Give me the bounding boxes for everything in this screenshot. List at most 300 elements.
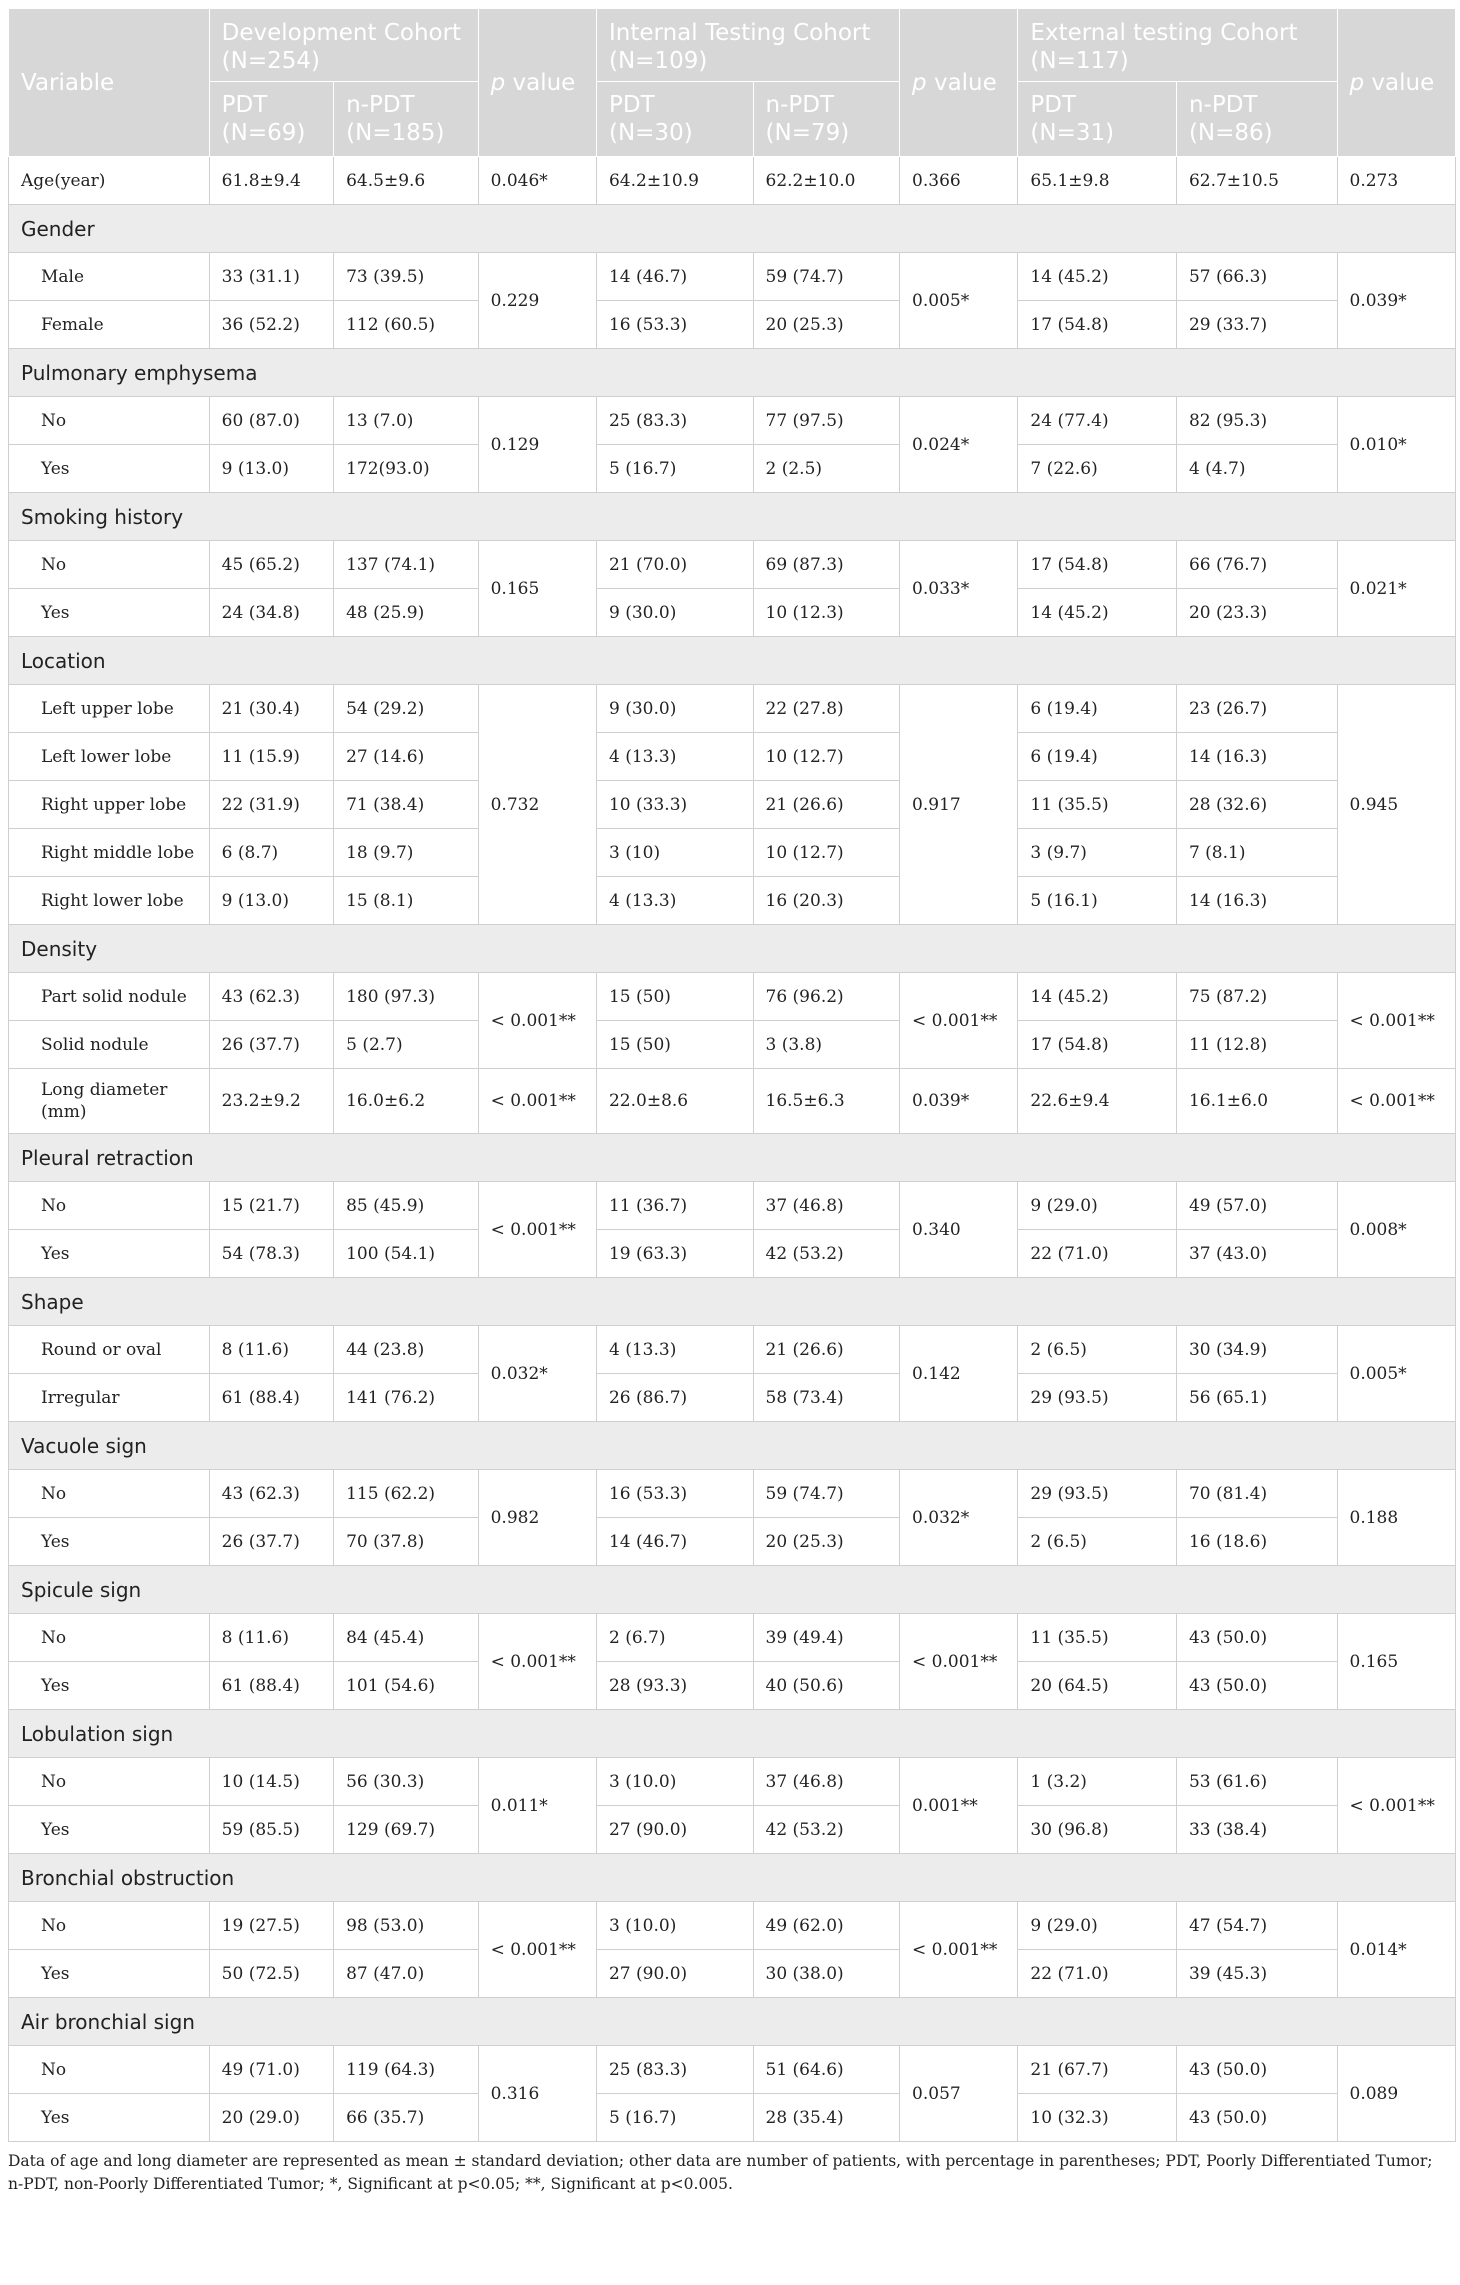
row-label: Left upper lobe — [9, 685, 210, 733]
data-cell: 47 (54.7) — [1176, 1902, 1337, 1950]
p-value-cell: < 0.001** — [478, 973, 596, 1069]
data-cell: 15 (8.1) — [334, 877, 479, 925]
data-cell: 172(93.0) — [334, 445, 479, 493]
table-row — [9, 1758, 1456, 1806]
data-cell: 180 (97.3) — [334, 973, 479, 1021]
section-header-row — [9, 637, 1456, 685]
table-row — [9, 1614, 1456, 1662]
data-cell: 29 (93.5) — [1018, 1374, 1177, 1422]
data-cell: 5 (16.7) — [596, 445, 753, 493]
data-cell: 70 (37.8) — [334, 1518, 479, 1566]
data-cell: 43 (62.3) — [209, 973, 333, 1021]
p-value-cell: 0.046* — [478, 157, 596, 205]
data-cell: 14 (16.3) — [1176, 877, 1337, 925]
data-cell: 61 (88.4) — [209, 1374, 333, 1422]
data-cell: 36 (52.2) — [209, 301, 333, 349]
data-cell: 37 (46.8) — [753, 1758, 900, 1806]
p-value-cell: < 0.001** — [1337, 973, 1455, 1069]
section-title: Bronchial obstruction — [9, 1854, 1456, 1902]
data-cell: 64.2±10.9 — [596, 157, 753, 205]
data-cell: 28 (93.3) — [596, 1662, 753, 1710]
data-cell: 11 (35.5) — [1018, 1614, 1177, 1662]
p-value-cell: 0.039* — [900, 1069, 1018, 1134]
data-cell: 2 (2.5) — [753, 445, 900, 493]
data-cell: 22 (71.0) — [1018, 1230, 1177, 1278]
ext-pdt-header: PDT (N=31) — [1018, 82, 1177, 157]
data-cell: 61 (88.4) — [209, 1662, 333, 1710]
section-header-row — [9, 1278, 1456, 1326]
data-cell: 1 (3.2) — [1018, 1758, 1177, 1806]
data-cell: 2 (6.5) — [1018, 1326, 1177, 1374]
table-row — [9, 1069, 1456, 1134]
p-value-cell: 0.021* — [1337, 541, 1455, 637]
cohort-comparison-table — [8, 8, 1456, 2142]
row-label: No — [9, 1470, 210, 1518]
data-cell: 13 (7.0) — [334, 397, 479, 445]
data-cell: 70 (81.4) — [1176, 1470, 1337, 1518]
section-title: Shape — [9, 1278, 1456, 1326]
data-cell: 16 (18.6) — [1176, 1518, 1337, 1566]
data-cell: 22.0±8.6 — [596, 1069, 753, 1134]
data-cell: 60 (87.0) — [209, 397, 333, 445]
data-cell: 14 (45.2) — [1018, 973, 1177, 1021]
data-cell: 37 (43.0) — [1176, 1230, 1337, 1278]
table-footnote: Data of age and long diameter are represented as mean ± standard deviation; other data are number of patients, with percentage in parentheses; PDT, Poorly Differentiated Tumor; n-PDT, non-Poorly Differentiated Tumor; *, Significant at p<0.05; **, Significant at p<0.005. — [8, 2152, 1433, 2193]
data-cell: 16 (53.3) — [596, 1470, 753, 1518]
data-cell: 9 (30.0) — [596, 685, 753, 733]
data-cell: 4 (13.3) — [596, 1326, 753, 1374]
p-value-cell: 0.057 — [900, 2046, 1018, 2142]
data-cell: 11 (12.8) — [1176, 1021, 1337, 1069]
data-cell: 115 (62.2) — [334, 1470, 479, 1518]
section-title: Density — [9, 925, 1456, 973]
data-cell: 29 (93.5) — [1018, 1470, 1177, 1518]
p-value-cell: < 0.001** — [478, 1902, 596, 1998]
data-cell: 65.1±9.8 — [1018, 157, 1177, 205]
data-cell: 137 (74.1) — [334, 541, 479, 589]
data-cell: 29 (33.7) — [1176, 301, 1337, 349]
data-cell: 8 (11.6) — [209, 1326, 333, 1374]
external-testing-cohort-header: External testing Cohort (N=117) — [1018, 9, 1337, 82]
data-cell: 6 (19.4) — [1018, 733, 1177, 781]
data-cell: 22 (27.8) — [753, 685, 900, 733]
p-value-cell: 0.010* — [1337, 397, 1455, 493]
data-cell: 24 (34.8) — [209, 589, 333, 637]
section-header-row — [9, 349, 1456, 397]
data-cell: 7 (22.6) — [1018, 445, 1177, 493]
data-cell: 15 (50) — [596, 973, 753, 1021]
data-cell: 42 (53.2) — [753, 1806, 900, 1854]
section-title: Spicule sign — [9, 1566, 1456, 1614]
data-cell: 76 (96.2) — [753, 973, 900, 1021]
table-row — [9, 1182, 1456, 1230]
p-value-cell: 0.129 — [478, 397, 596, 493]
data-cell: 6 (8.7) — [209, 829, 333, 877]
data-cell: 39 (49.4) — [753, 1614, 900, 1662]
data-cell: 30 (96.8) — [1018, 1806, 1177, 1854]
p-value-cell: 0.188 — [1337, 1470, 1455, 1566]
data-cell: 27 (90.0) — [596, 1806, 753, 1854]
p-value-cell: 0.008* — [1337, 1182, 1455, 1278]
data-cell: 16.5±6.3 — [753, 1069, 900, 1134]
data-cell: 9 (29.0) — [1018, 1902, 1177, 1950]
data-cell: 3 (10) — [596, 829, 753, 877]
data-cell: 4 (13.3) — [596, 877, 753, 925]
table-row — [9, 829, 1456, 877]
row-label: Male — [9, 253, 210, 301]
p-value-header-development: p value — [478, 9, 596, 157]
data-cell: 26 (37.7) — [209, 1021, 333, 1069]
data-cell: 30 (38.0) — [753, 1950, 900, 1998]
data-cell: 33 (31.1) — [209, 253, 333, 301]
section-header-row — [9, 205, 1456, 253]
row-label: Solid nodule — [9, 1021, 210, 1069]
p-value-cell: 0.032* — [478, 1326, 596, 1422]
row-label: Right upper lobe — [9, 781, 210, 829]
table-container — [8, 8, 1456, 2196]
data-cell: 49 (57.0) — [1176, 1182, 1337, 1230]
internal-testing-cohort-header: Internal Testing Cohort (N=109) — [596, 9, 899, 82]
section-title: Vacuole sign — [9, 1422, 1456, 1470]
data-cell: 24 (77.4) — [1018, 397, 1177, 445]
data-cell: 17 (54.8) — [1018, 1021, 1177, 1069]
data-cell: 21 (30.4) — [209, 685, 333, 733]
p-value-cell: 0.273 — [1337, 157, 1455, 205]
data-cell: 71 (38.4) — [334, 781, 479, 829]
data-cell: 9 (29.0) — [1018, 1182, 1177, 1230]
table-row — [9, 1326, 1456, 1374]
row-label: Yes — [9, 1950, 210, 1998]
table-row — [9, 1021, 1456, 1069]
data-cell: 27 (14.6) — [334, 733, 479, 781]
p-value-cell: 0.316 — [478, 2046, 596, 2142]
data-cell: 49 (62.0) — [753, 1902, 900, 1950]
section-title: Lobulation sign — [9, 1710, 1456, 1758]
data-cell: 19 (27.5) — [209, 1902, 333, 1950]
data-cell: 14 (45.2) — [1018, 589, 1177, 637]
data-cell: 77 (97.5) — [753, 397, 900, 445]
p-value-header-external: p value — [1337, 9, 1455, 157]
section-title: Smoking history — [9, 493, 1456, 541]
data-cell: 21 (26.6) — [753, 781, 900, 829]
data-cell: 59 (74.7) — [753, 253, 900, 301]
data-cell: 17 (54.8) — [1018, 301, 1177, 349]
data-cell: 25 (83.3) — [596, 397, 753, 445]
data-cell: 100 (54.1) — [334, 1230, 479, 1278]
p-value-cell: 0.142 — [900, 1326, 1018, 1422]
section-title: Air bronchial sign — [9, 1998, 1456, 2046]
variable-header: Variable — [9, 9, 210, 157]
data-cell: 14 (16.3) — [1176, 733, 1337, 781]
data-cell: 43 (62.3) — [209, 1470, 333, 1518]
section-title: Gender — [9, 205, 1456, 253]
row-label: Round or oval — [9, 1326, 210, 1374]
table-row — [9, 973, 1456, 1021]
data-cell: 40 (50.6) — [753, 1662, 900, 1710]
p-value-cell: 0.340 — [900, 1182, 1018, 1278]
row-label: No — [9, 541, 210, 589]
p-value-cell: < 0.001** — [1337, 1069, 1455, 1134]
data-cell: 69 (87.3) — [753, 541, 900, 589]
data-cell: 43 (50.0) — [1176, 2094, 1337, 2142]
data-cell: 14 (46.7) — [596, 1518, 753, 1566]
data-cell: 9 (13.0) — [209, 877, 333, 925]
data-cell: 49 (71.0) — [209, 2046, 333, 2094]
data-cell: 51 (64.6) — [753, 2046, 900, 2094]
p-value-cell: 0.014* — [1337, 1902, 1455, 1998]
p-value-cell: < 0.001** — [478, 1182, 596, 1278]
data-cell: 3 (3.8) — [753, 1021, 900, 1069]
row-label: Female — [9, 301, 210, 349]
table-row — [9, 589, 1456, 637]
section-header-row — [9, 1854, 1456, 1902]
data-cell: 62.7±10.5 — [1176, 157, 1337, 205]
table-row — [9, 1374, 1456, 1422]
data-cell: 112 (60.5) — [334, 301, 479, 349]
section-header-row — [9, 1710, 1456, 1758]
data-cell: 119 (64.3) — [334, 2046, 479, 2094]
p-value-cell: < 0.001** — [900, 973, 1018, 1069]
p-value-cell: 0.005* — [900, 253, 1018, 349]
int-npdt-header: n-PDT (N=79) — [753, 82, 900, 157]
data-cell: 58 (73.4) — [753, 1374, 900, 1422]
row-label: Left lower lobe — [9, 733, 210, 781]
data-cell: 82 (95.3) — [1176, 397, 1337, 445]
table-row — [9, 1230, 1456, 1278]
section-header-row — [9, 925, 1456, 973]
data-cell: 26 (86.7) — [596, 1374, 753, 1422]
row-label: Right lower lobe — [9, 877, 210, 925]
table-row — [9, 1902, 1456, 1950]
row-label: Long diameter (mm) — [9, 1069, 210, 1134]
data-cell: 20 (29.0) — [209, 2094, 333, 2142]
data-cell: 56 (65.1) — [1176, 1374, 1337, 1422]
p-value-cell: 0.089 — [1337, 2046, 1455, 2142]
data-cell: 64.5±9.6 — [334, 157, 479, 205]
row-label: Right middle lobe — [9, 829, 210, 877]
data-cell: 10 (33.3) — [596, 781, 753, 829]
data-cell: 27 (90.0) — [596, 1950, 753, 1998]
table-header — [9, 9, 1456, 157]
data-cell: 10 (12.7) — [753, 733, 900, 781]
data-cell: 66 (35.7) — [334, 2094, 479, 2142]
data-cell: 2 (6.7) — [596, 1614, 753, 1662]
row-label: Irregular — [9, 1374, 210, 1422]
row-label: No — [9, 1614, 210, 1662]
data-cell: 7 (8.1) — [1176, 829, 1337, 877]
data-cell: 28 (35.4) — [753, 2094, 900, 2142]
data-cell: 16.0±6.2 — [334, 1069, 479, 1134]
p-value-cell: 0.001** — [900, 1758, 1018, 1854]
p-value-cell: < 0.001** — [900, 1614, 1018, 1710]
data-cell: 19 (63.3) — [596, 1230, 753, 1278]
table-row — [9, 781, 1456, 829]
section-header-row — [9, 1422, 1456, 1470]
row-label: No — [9, 2046, 210, 2094]
row-label: Yes — [9, 589, 210, 637]
data-cell: 43 (50.0) — [1176, 1662, 1337, 1710]
data-cell: 14 (46.7) — [596, 253, 753, 301]
development-cohort-header: Development Cohort (N=254) — [209, 9, 478, 82]
data-cell: 73 (39.5) — [334, 253, 479, 301]
row-label: No — [9, 1902, 210, 1950]
table-row — [9, 1518, 1456, 1566]
p-value-cell: 0.917 — [900, 685, 1018, 925]
data-cell: 11 (15.9) — [209, 733, 333, 781]
data-cell: 62.2±10.0 — [753, 157, 900, 205]
table-row — [9, 877, 1456, 925]
data-cell: 26 (37.7) — [209, 1518, 333, 1566]
data-cell: 48 (25.9) — [334, 589, 479, 637]
data-cell: 84 (45.4) — [334, 1614, 479, 1662]
data-cell: 11 (36.7) — [596, 1182, 753, 1230]
data-cell: 37 (46.8) — [753, 1182, 900, 1230]
data-cell: 23 (26.7) — [1176, 685, 1337, 733]
section-header-row — [9, 1566, 1456, 1614]
data-cell: 129 (69.7) — [334, 1806, 479, 1854]
p-value-cell: 0.165 — [478, 541, 596, 637]
data-cell: 3 (10.0) — [596, 1902, 753, 1950]
data-cell: 43 (50.0) — [1176, 1614, 1337, 1662]
data-cell: 21 (26.6) — [753, 1326, 900, 1374]
data-cell: 98 (53.0) — [334, 1902, 479, 1950]
data-cell: 16 (20.3) — [753, 877, 900, 925]
data-cell: 30 (34.9) — [1176, 1326, 1337, 1374]
data-cell: 14 (45.2) — [1018, 253, 1177, 301]
table-row — [9, 733, 1456, 781]
row-label: Yes — [9, 2094, 210, 2142]
row-label: Yes — [9, 1806, 210, 1854]
row-label: Yes — [9, 1662, 210, 1710]
p-value-cell: 0.011* — [478, 1758, 596, 1854]
dev-pdt-header: PDT (N=69) — [209, 82, 333, 157]
data-cell: 10 (12.3) — [753, 589, 900, 637]
table-row — [9, 253, 1456, 301]
row-label: No — [9, 397, 210, 445]
section-header-row — [9, 493, 1456, 541]
data-cell: 20 (64.5) — [1018, 1662, 1177, 1710]
section-header-row — [9, 1998, 1456, 2046]
data-cell: 56 (30.3) — [334, 1758, 479, 1806]
data-cell: 4 (4.7) — [1176, 445, 1337, 493]
data-cell: 87 (47.0) — [334, 1950, 479, 1998]
data-cell: 85 (45.9) — [334, 1182, 479, 1230]
data-cell: 17 (54.8) — [1018, 541, 1177, 589]
data-cell: 5 (16.7) — [596, 2094, 753, 2142]
data-cell: 54 (29.2) — [334, 685, 479, 733]
data-cell: 16.1±6.0 — [1176, 1069, 1337, 1134]
data-cell: 5 (2.7) — [334, 1021, 479, 1069]
p-value-cell: < 0.001** — [478, 1069, 596, 1134]
data-cell: 20 (23.3) — [1176, 589, 1337, 637]
data-cell: 6 (19.4) — [1018, 685, 1177, 733]
p-value-cell: 0.945 — [1337, 685, 1455, 925]
p-value-cell: 0.005* — [1337, 1326, 1455, 1422]
row-label: Age(year) — [9, 157, 210, 205]
data-cell: 20 (25.3) — [753, 1518, 900, 1566]
table-row — [9, 2094, 1456, 2142]
table-row — [9, 1806, 1456, 1854]
data-cell: 3 (9.7) — [1018, 829, 1177, 877]
data-cell: 53 (61.6) — [1176, 1758, 1337, 1806]
section-header-row — [9, 1134, 1456, 1182]
p-value-cell: < 0.001** — [900, 1902, 1018, 1998]
data-cell: 45 (65.2) — [209, 541, 333, 589]
dev-npdt-header: n-PDT (N=185) — [334, 82, 479, 157]
data-cell: 10 (32.3) — [1018, 2094, 1177, 2142]
data-cell: 22 (71.0) — [1018, 1950, 1177, 1998]
data-cell: 9 (30.0) — [596, 589, 753, 637]
table-row — [9, 397, 1456, 445]
data-cell: 50 (72.5) — [209, 1950, 333, 1998]
data-cell: 10 (14.5) — [209, 1758, 333, 1806]
row-label: Part solid nodule — [9, 973, 210, 1021]
data-cell: 22 (31.9) — [209, 781, 333, 829]
data-cell: 61.8±9.4 — [209, 157, 333, 205]
data-cell: 5 (16.1) — [1018, 877, 1177, 925]
table-row — [9, 157, 1456, 205]
data-cell: 11 (35.5) — [1018, 781, 1177, 829]
row-label: Yes — [9, 445, 210, 493]
ext-npdt-header: n-PDT (N=86) — [1176, 82, 1337, 157]
data-cell: 44 (23.8) — [334, 1326, 479, 1374]
data-cell: 28 (32.6) — [1176, 781, 1337, 829]
p-value-cell: 0.039* — [1337, 253, 1455, 349]
p-value-cell: 0.024* — [900, 397, 1018, 493]
data-cell: 59 (74.7) — [753, 1470, 900, 1518]
p-value-cell: < 0.001** — [1337, 1758, 1455, 1854]
data-cell: 9 (13.0) — [209, 445, 333, 493]
data-cell: 10 (12.7) — [753, 829, 900, 877]
data-cell: 141 (76.2) — [334, 1374, 479, 1422]
table-row — [9, 541, 1456, 589]
p-value-cell: < 0.001** — [478, 1614, 596, 1710]
data-cell: 101 (54.6) — [334, 1662, 479, 1710]
data-cell: 43 (50.0) — [1176, 2046, 1337, 2094]
data-cell: 2 (6.5) — [1018, 1518, 1177, 1566]
data-cell: 21 (67.7) — [1018, 2046, 1177, 2094]
data-cell: 16 (53.3) — [596, 301, 753, 349]
data-cell: 15 (50) — [596, 1021, 753, 1069]
section-title: Location — [9, 637, 1456, 685]
p-value-cell: 0.732 — [478, 685, 596, 925]
data-cell: 3 (10.0) — [596, 1758, 753, 1806]
data-cell: 15 (21.7) — [209, 1182, 333, 1230]
data-cell: 8 (11.6) — [209, 1614, 333, 1662]
data-cell: 33 (38.4) — [1176, 1806, 1337, 1854]
table-row — [9, 301, 1456, 349]
p-value-cell: 0.165 — [1337, 1614, 1455, 1710]
section-title: Pulmonary emphysema — [9, 349, 1456, 397]
p-value-header-internal: p value — [900, 9, 1018, 157]
data-cell: 59 (85.5) — [209, 1806, 333, 1854]
row-label: No — [9, 1182, 210, 1230]
data-cell: 57 (66.3) — [1176, 253, 1337, 301]
data-cell: 42 (53.2) — [753, 1230, 900, 1278]
int-pdt-header: PDT (N=30) — [596, 82, 753, 157]
table-body — [9, 157, 1456, 2142]
data-cell: 22.6±9.4 — [1018, 1069, 1177, 1134]
p-value-cell: 0.982 — [478, 1470, 596, 1566]
data-cell: 18 (9.7) — [334, 829, 479, 877]
table-row — [9, 1950, 1456, 1998]
table-row — [9, 685, 1456, 733]
table-row — [9, 2046, 1456, 2094]
table-row — [9, 1662, 1456, 1710]
table-row — [9, 1470, 1456, 1518]
row-label: No — [9, 1758, 210, 1806]
section-title: Pleural retraction — [9, 1134, 1456, 1182]
